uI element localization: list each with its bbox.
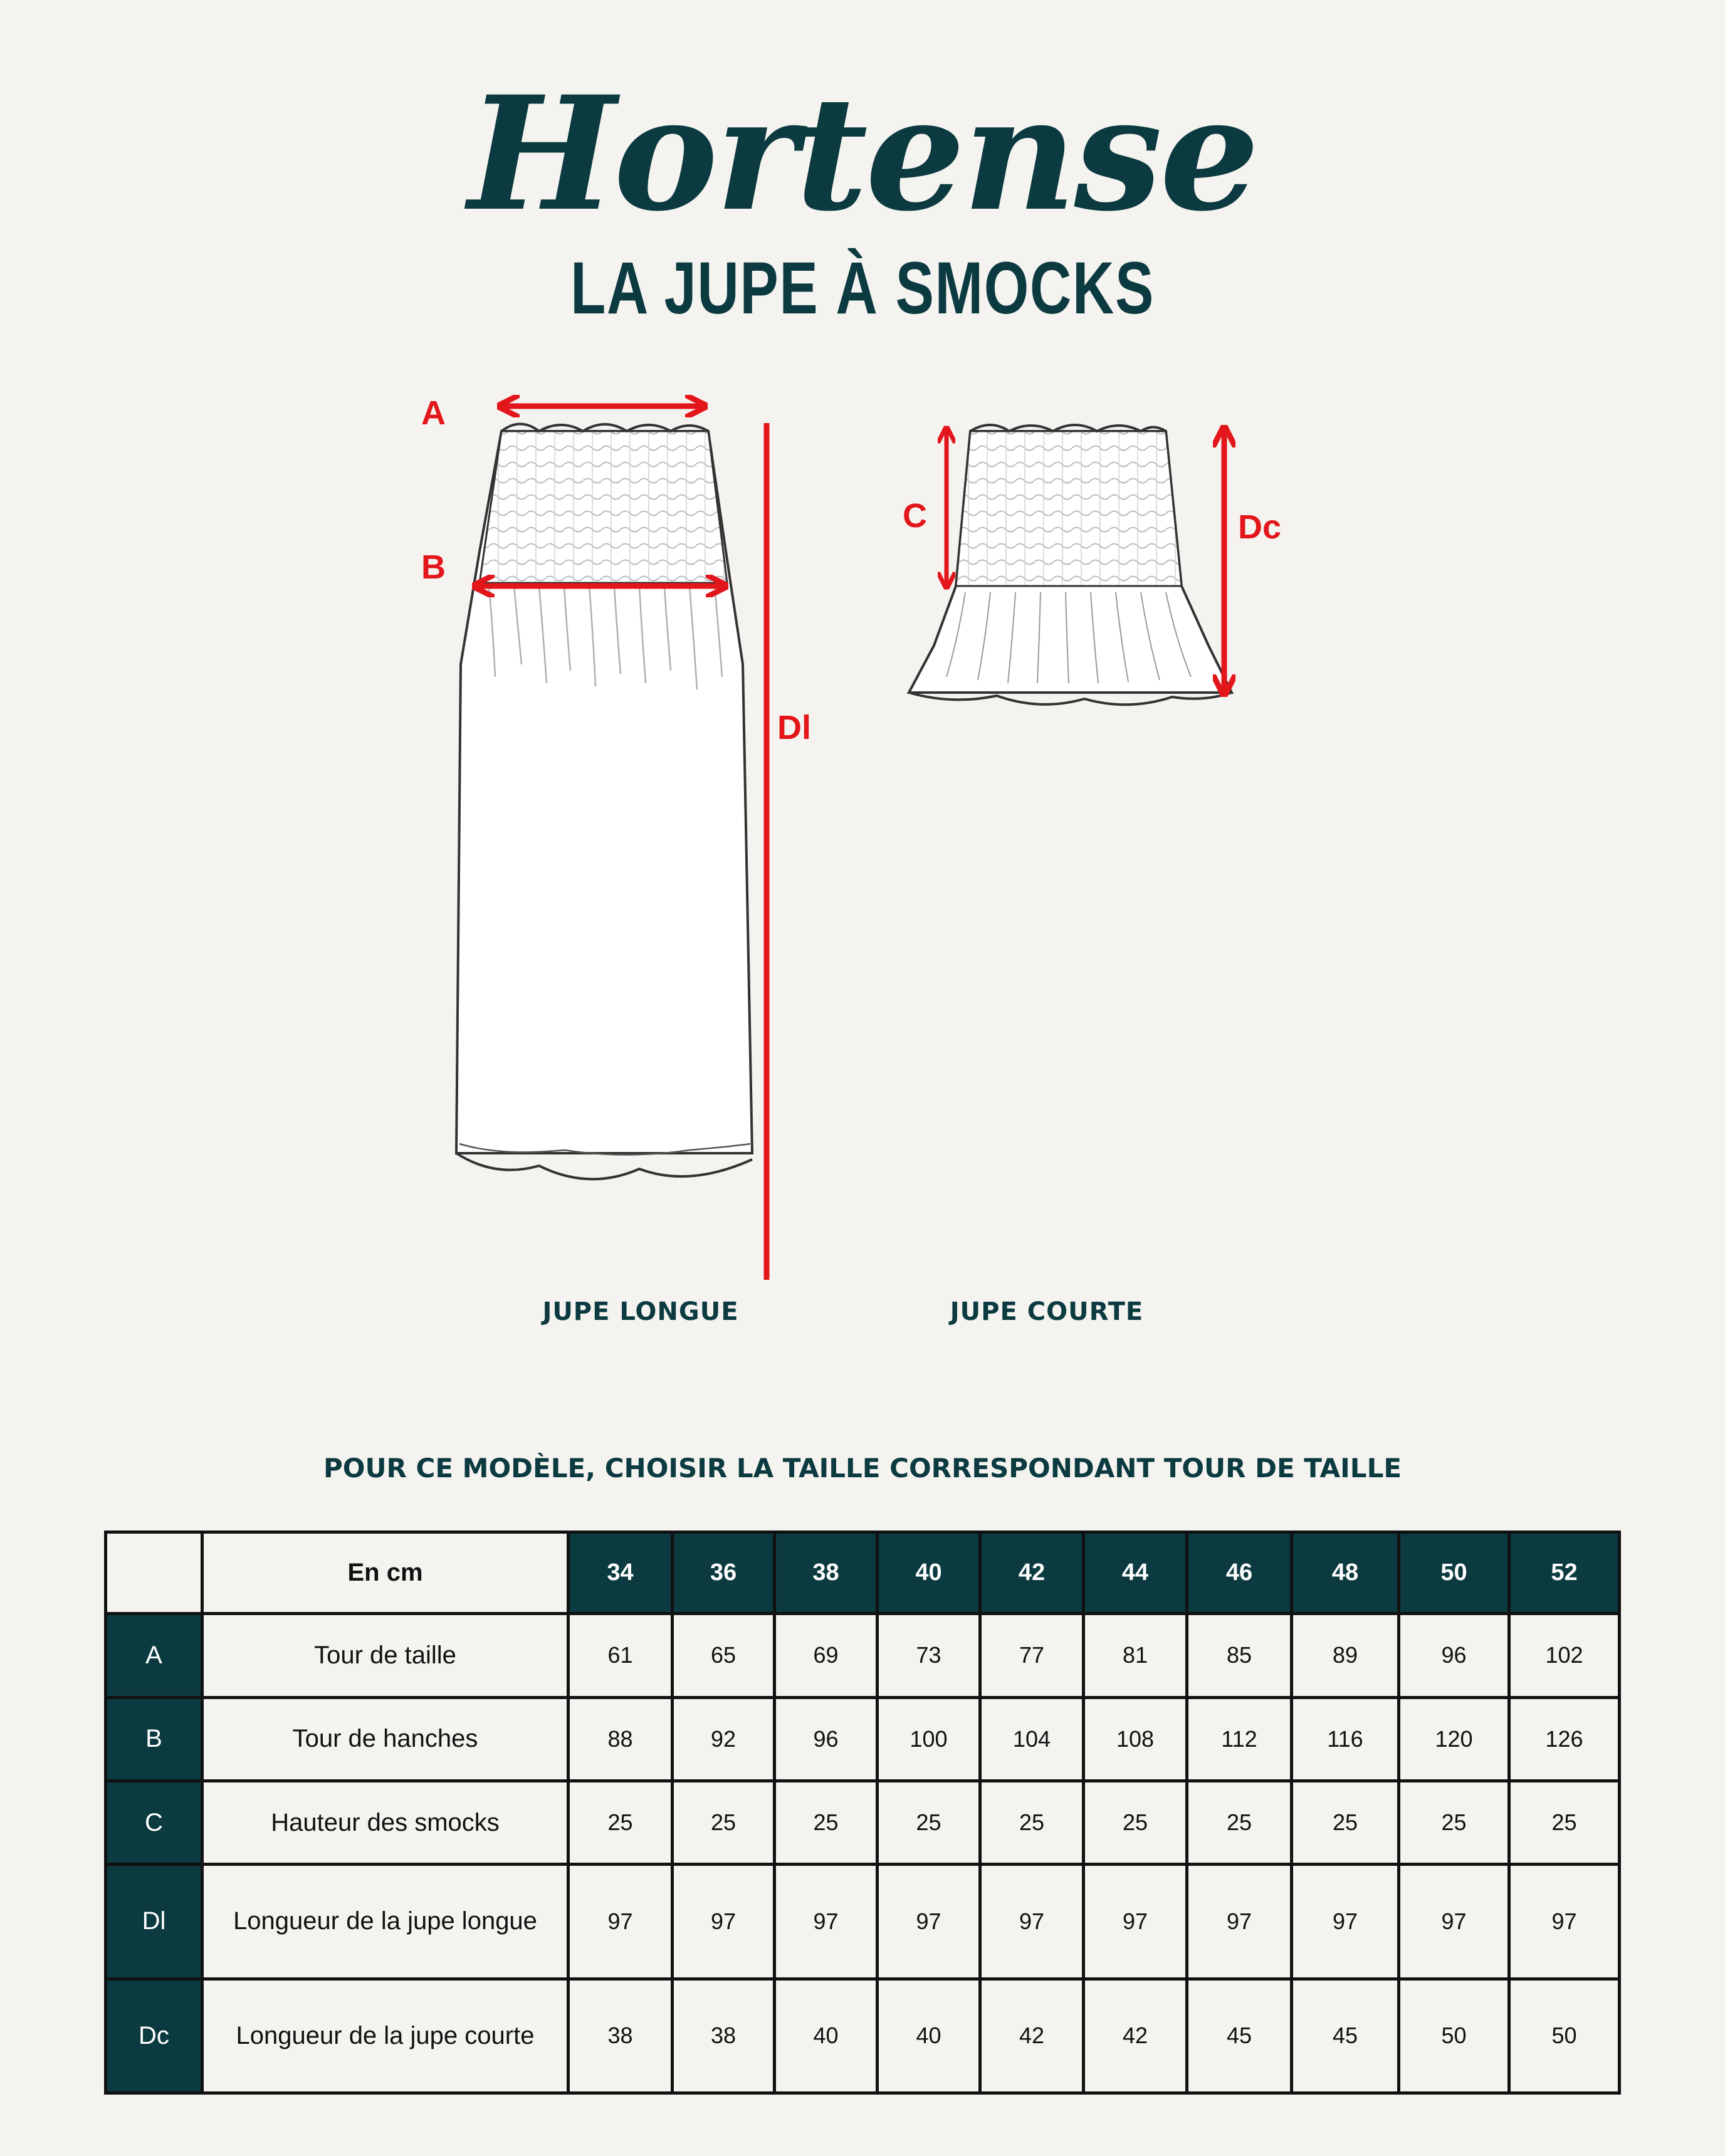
size-header: 44 xyxy=(1084,1532,1187,1614)
cell-value: 89 xyxy=(1292,1614,1399,1697)
table-row xyxy=(106,1614,1620,1697)
cell-value: 25 xyxy=(569,1781,673,1864)
corner-cell xyxy=(106,1532,202,1614)
cell-value: 73 xyxy=(878,1614,980,1697)
cell-value: 97 xyxy=(980,1865,1084,1979)
long-skirt-drawing xyxy=(456,424,752,1180)
row-name: Longueur de la jupe longue xyxy=(202,1865,569,1979)
cell-value: 40 xyxy=(775,1979,878,2093)
cell-value: 25 xyxy=(1509,1781,1620,1864)
cell-value: 25 xyxy=(775,1781,878,1864)
cell-value: 96 xyxy=(1399,1614,1509,1697)
cell-value: 97 xyxy=(1187,1865,1292,1979)
page-title: Hortense xyxy=(468,61,1257,246)
table-row xyxy=(106,1781,1620,1864)
cell-value: 97 xyxy=(1399,1865,1509,1979)
cell-value: 38 xyxy=(569,1979,673,2093)
cell-value: 97 xyxy=(1509,1865,1620,1979)
size-header: 36 xyxy=(673,1532,775,1614)
table-row xyxy=(106,1865,1620,1979)
cell-value: 25 xyxy=(1399,1781,1509,1864)
cell-value: 69 xyxy=(775,1614,878,1697)
row-code: C xyxy=(106,1781,202,1864)
cell-value: 81 xyxy=(1084,1614,1187,1697)
page-subtitle: LA JUPE À SMOCKS xyxy=(570,247,1155,330)
size-header: 46 xyxy=(1187,1532,1292,1614)
cell-value: 42 xyxy=(1084,1979,1187,2093)
cell-value: 25 xyxy=(878,1781,980,1864)
row-name: Hauteur des smocks xyxy=(202,1781,569,1864)
cell-value: 104 xyxy=(980,1697,1084,1781)
cell-value: 61 xyxy=(569,1614,673,1697)
cell-value: 25 xyxy=(1084,1781,1187,1864)
size-header: 50 xyxy=(1399,1532,1509,1614)
cell-value: 97 xyxy=(569,1865,673,1979)
size-header: 38 xyxy=(775,1532,878,1614)
cell-value: 108 xyxy=(1084,1697,1187,1781)
cell-value: 96 xyxy=(775,1697,878,1781)
row-name: Tour de hanches xyxy=(202,1697,569,1781)
cell-value: 116 xyxy=(1292,1697,1399,1781)
cell-value: 77 xyxy=(980,1614,1084,1697)
short-skirt-drawing xyxy=(909,425,1232,704)
cell-value: 25 xyxy=(673,1781,775,1864)
label-dc: Dc xyxy=(1238,508,1282,546)
cell-value: 50 xyxy=(1509,1979,1620,2093)
size-header: 34 xyxy=(569,1532,673,1614)
size-instruction: POUR CE MODÈLE, CHOISIR LA TAILLE CORRESPONDANT TOUR DE TAILLE xyxy=(323,1453,1402,1484)
cell-value: 92 xyxy=(673,1697,775,1781)
cell-value: 40 xyxy=(878,1979,980,2093)
row-code: Dc xyxy=(106,1979,202,2093)
unit-header: En cm xyxy=(202,1532,569,1614)
cell-value: 88 xyxy=(569,1697,673,1781)
cell-value: 97 xyxy=(775,1865,878,1979)
cell-value: 126 xyxy=(1509,1697,1620,1781)
cell-value: 112 xyxy=(1187,1697,1292,1781)
cell-value: 85 xyxy=(1187,1614,1292,1697)
size-header: 52 xyxy=(1509,1532,1620,1614)
row-name: Longueur de la jupe courte xyxy=(202,1979,569,2093)
cell-value: 25 xyxy=(980,1781,1084,1864)
cell-value: 45 xyxy=(1292,1979,1399,2093)
cell-value: 65 xyxy=(673,1614,775,1697)
cell-value: 42 xyxy=(980,1979,1084,2093)
size-table xyxy=(104,1531,1621,2095)
size-header: 40 xyxy=(878,1532,980,1614)
size-header: 48 xyxy=(1292,1532,1399,1614)
cell-value: 97 xyxy=(1292,1865,1399,1979)
cell-value: 120 xyxy=(1399,1697,1509,1781)
label-a: A xyxy=(421,394,446,432)
table-row xyxy=(106,1979,1620,2093)
caption-long-skirt: JUPE LONGUE xyxy=(542,1297,739,1326)
cell-value: 100 xyxy=(878,1697,980,1781)
cell-value: 102 xyxy=(1509,1614,1620,1697)
label-dl: Dl xyxy=(777,709,811,746)
size-header: 42 xyxy=(980,1532,1084,1614)
cell-value: 97 xyxy=(878,1865,980,1979)
row-code: B xyxy=(106,1697,202,1781)
cell-value: 45 xyxy=(1187,1979,1292,2093)
label-c: C xyxy=(903,497,927,535)
label-b: B xyxy=(421,548,446,586)
cell-value: 97 xyxy=(673,1865,775,1979)
row-code: Dl xyxy=(106,1865,202,1979)
size-header-row xyxy=(106,1532,1620,1614)
caption-short-skirt: JUPE COURTE xyxy=(950,1297,1144,1326)
row-code: A xyxy=(106,1614,202,1697)
cell-value: 50 xyxy=(1399,1979,1509,2093)
cell-value: 25 xyxy=(1187,1781,1292,1864)
cell-value: 25 xyxy=(1292,1781,1399,1864)
table-row xyxy=(106,1697,1620,1781)
cell-value: 97 xyxy=(1084,1865,1187,1979)
cell-value: 38 xyxy=(673,1979,775,2093)
row-name: Tour de taille xyxy=(202,1614,569,1697)
